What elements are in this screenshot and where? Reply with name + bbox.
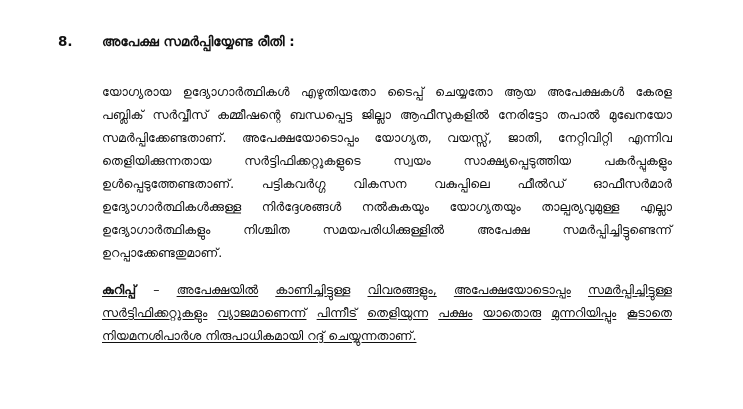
note-word: സർട്ടിഫിക്കറ്റുകളും (102, 305, 208, 320)
body-word: യോഗ്യതയും (449, 199, 521, 214)
note-word: വ്യാജമാണെന്ന് (217, 305, 307, 320)
body-word: യോഗ്യത, (374, 130, 432, 145)
body-word: തെളിയിക്കുന്നതായ (102, 153, 212, 168)
body-word: താല്പര്യവുമുള്ള (541, 199, 620, 214)
body-word: അപേക്ഷകൾ (547, 84, 625, 99)
body-word: എഴുതിയതോ (300, 84, 376, 99)
body-paragraph (102, 80, 672, 264)
section-title: അപേക്ഷ സമർപ്പിയ്യേണ്ട രീതി : (102, 34, 295, 50)
body-word: ജില്ലാ (361, 107, 391, 122)
body-word: സമയപരിധിക്കുള്ളിൽ (322, 222, 445, 237)
note-word: നിയമനശിപാർശ നിരുപാധികമായി റദ്ദ് ചെയ്യുന്നതാണ്. (102, 328, 417, 343)
note-word: തെളിയുന്ന (367, 305, 429, 320)
note-word: കൂടാതെ (626, 305, 672, 320)
body-word: ഉറപ്പാക്കേണ്ടതുമാണ്. (102, 245, 223, 260)
body-line (102, 195, 672, 218)
body-word: സമർപ്പിച്ചിട്ടുണ്ടെന്ന് (562, 222, 672, 237)
note-line (102, 278, 672, 301)
note-line (102, 301, 672, 324)
section-number: 8. (58, 34, 73, 50)
body-word: പകർപ്പുകളും (603, 153, 672, 168)
section-heading (50, 34, 690, 58)
body-word: ഓഫീസർമാർ (592, 176, 672, 191)
body-line (102, 172, 672, 195)
body-word: ജാതി, (507, 130, 543, 145)
body-word: ഉദ്യോഗാർത്ഥികളും (102, 222, 211, 237)
body-word: തപാൽ (556, 107, 600, 122)
note-label: കുറിപ്പ് (102, 282, 137, 297)
body-word: വയസ്സ്, (447, 130, 493, 145)
body-word: അപേക്ഷയോടൊപ്പം (241, 130, 359, 145)
body-line (102, 103, 672, 126)
body-word: ചെയ്യതോ (435, 84, 493, 99)
body-line (102, 80, 672, 103)
body-word: യോഗ്യരായ (102, 84, 172, 99)
note-word: – (153, 282, 160, 297)
body-word: ഉദ്യോഗാർത്ഥികൾ (182, 84, 290, 99)
body-word: അപേക്ഷ (476, 222, 530, 237)
body-line (102, 241, 672, 264)
note-line (102, 324, 672, 347)
body-word: സാക്ഷ്യപ്പെടുത്തിയ (463, 153, 572, 168)
body-word: പട്ടികവർഗ്ഗ (261, 176, 326, 191)
body-word: വകുപ്പിലെ (434, 176, 490, 191)
body-word: കേരള (635, 84, 672, 99)
body-line (102, 126, 672, 149)
body-word: വികസന (353, 176, 407, 191)
body-word: നേറ്റിവിറ്റി (557, 130, 612, 145)
note-word: കാണിച്ചിട്ടുള്ള (275, 282, 351, 297)
body-word: നൽകുകയും (361, 199, 429, 214)
body-word: ബന്ധപ്പെട്ട (289, 107, 353, 122)
body-word: ആഫീസുകളിൽ (399, 107, 489, 122)
body-word: സർട്ടിഫിക്കറ്റുകളുടെ (244, 153, 361, 168)
body-line (102, 218, 672, 241)
body-word: ടൈപ്പ് (387, 84, 424, 99)
body-word: ഉദ്യോഗാർത്ഥികൾക്കുള്ള (102, 199, 242, 214)
note-word: പിന്നീട് (316, 305, 357, 320)
note-word: അപേക്ഷയിൽ (176, 282, 259, 297)
body-word: ഫീൽഡ് (517, 176, 566, 191)
body-word: എന്നിവ (627, 130, 672, 145)
body-word: ഉൾപ്പെടുത്തേണ്ടതാണ്. (102, 176, 235, 191)
body-word: കമ്മീഷന്റെ (217, 107, 281, 122)
note-paragraph (102, 278, 672, 347)
body-word: പബ്ലിക് (102, 107, 144, 122)
body-word: സ്വയം (393, 153, 431, 168)
body-word: ആയ (503, 84, 536, 99)
body-word: സർവ്വീസ് (152, 107, 209, 122)
note-word: സമർപ്പിച്ചിട്ടുള്ള (587, 282, 672, 297)
body-word: സമർപ്പിക്കേണ്ടതാണ്. (102, 130, 227, 145)
body-word: മുഖേനയോ (608, 107, 672, 122)
note-word: യാതൊരു (482, 305, 542, 320)
body-word: നേരിട്ടോ (497, 107, 548, 122)
note-word: പക്ഷം (438, 305, 473, 320)
body-word: നിർദ്ദേശങ്ങൾ (261, 199, 342, 214)
note-word: അപേക്ഷയോടൊപ്പം (453, 282, 571, 297)
body-line (102, 149, 672, 172)
body-word: എല്ലാ (639, 199, 672, 214)
body-word: നിശ്ചിത (243, 222, 290, 237)
note-word: മുന്നറിയിപ്പും (551, 305, 617, 320)
note-word: വിവരങ്ങളും, (367, 282, 437, 297)
